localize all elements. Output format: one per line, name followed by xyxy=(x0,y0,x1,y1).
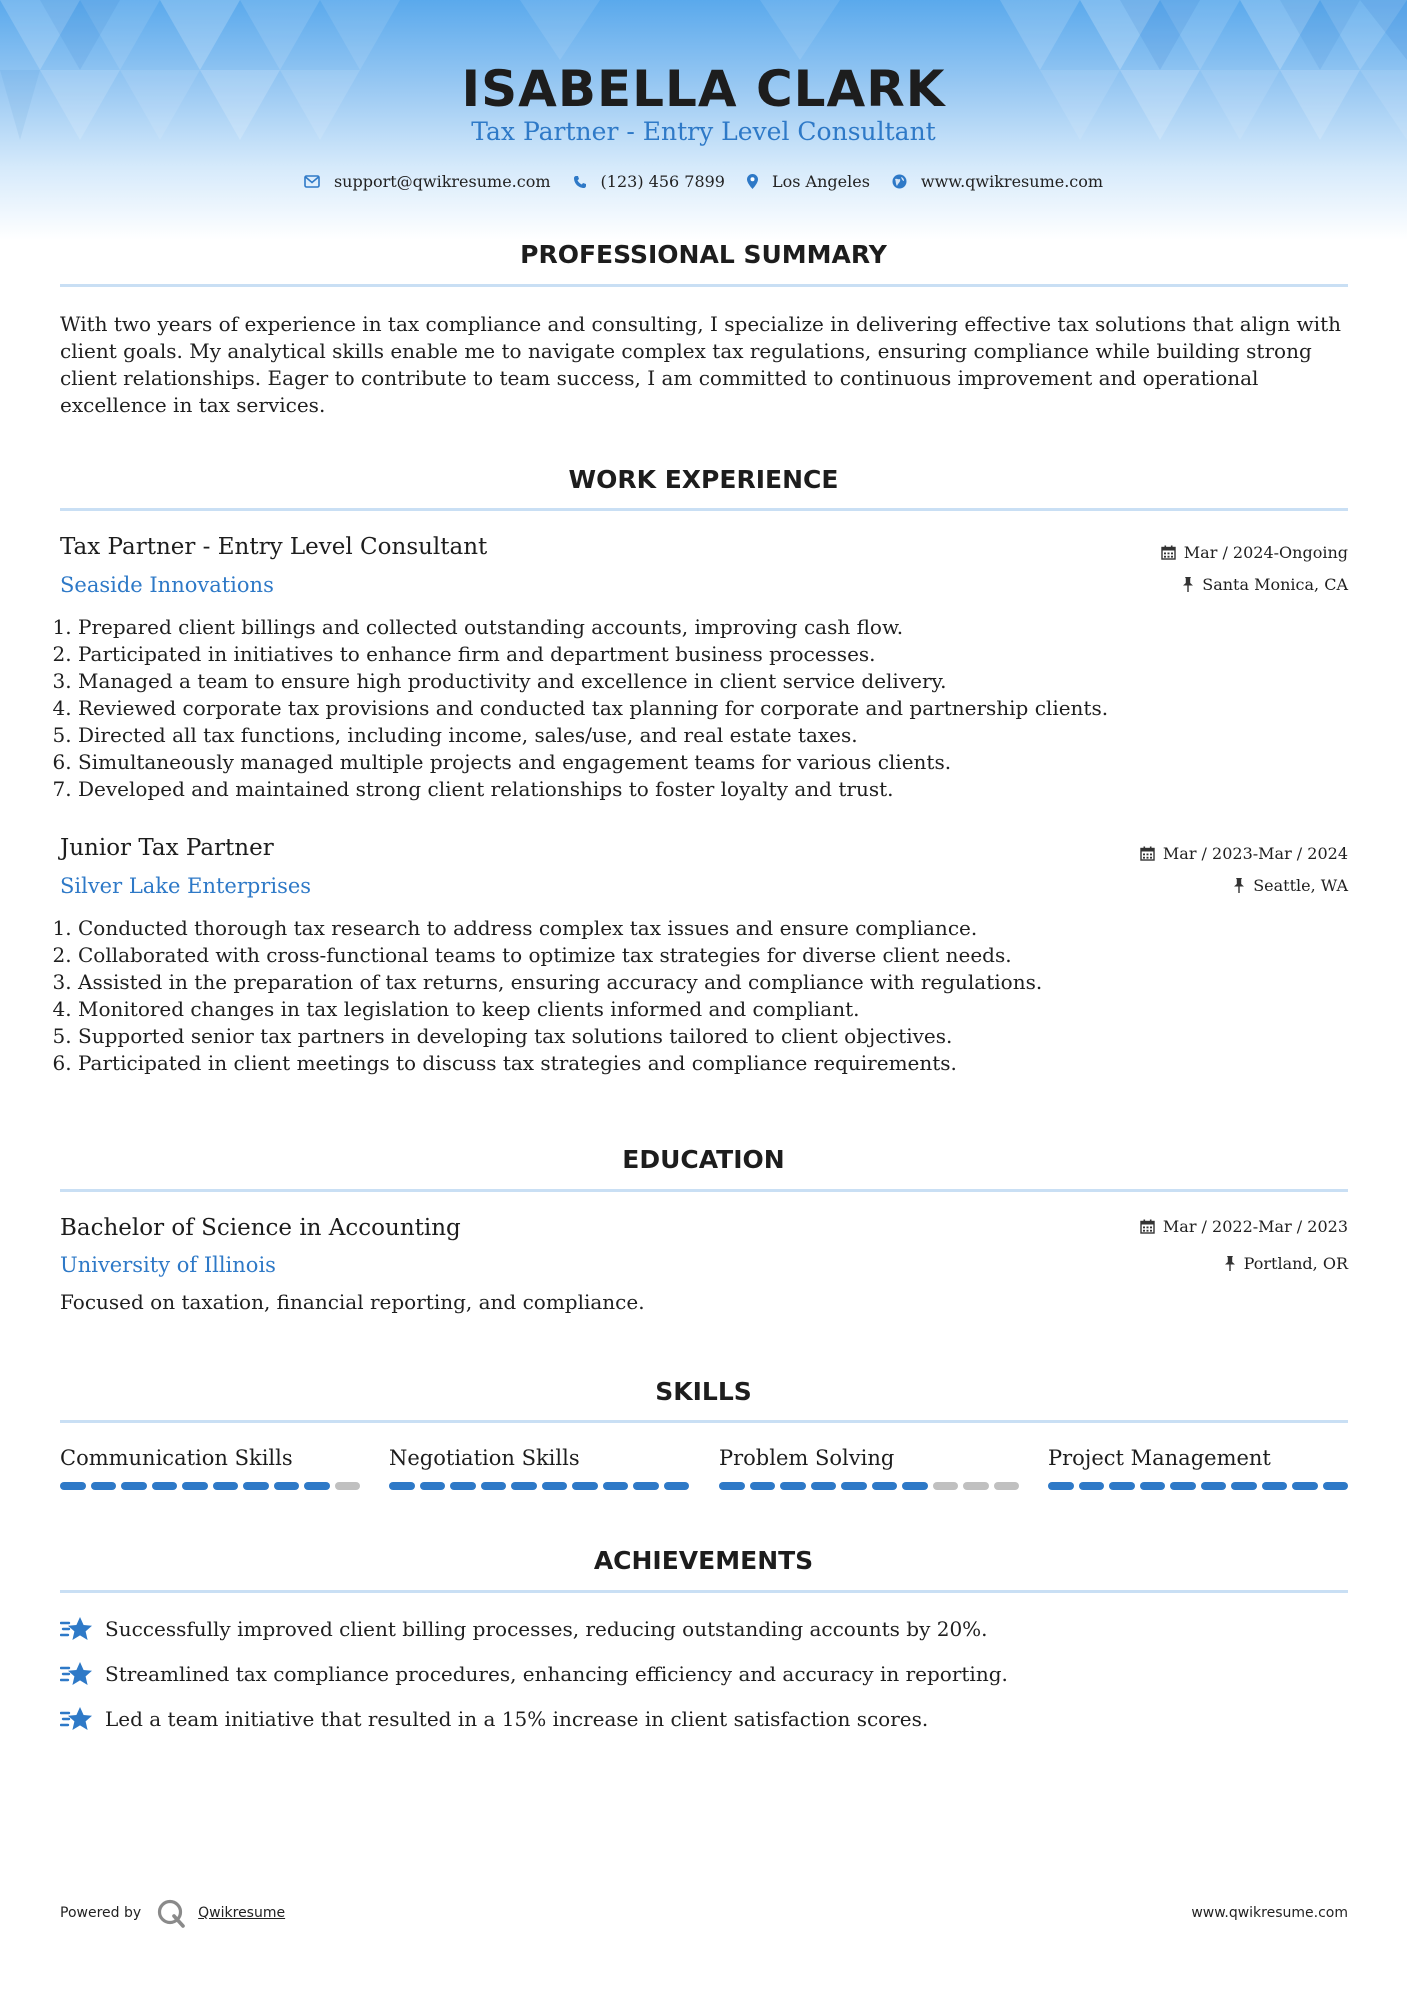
summary-text: With two years of experience in tax compliance and consulting, I specialize in delivering effective tax solutions that align with client goals. My analytical skills enable me to navigate complex tax regulations, ensuring compliance while building strong client relationships. Eager to contribute to team success, I am committed to continuous improvement and operational excellence in tax services. xyxy=(60,312,1341,417)
education-dates-text: Mar / 2022-Mar / 2023 xyxy=(1162,1217,1348,1236)
contact-location-text: Los Angeles xyxy=(771,172,870,191)
achievements-heading: ACHIEVEMENTS xyxy=(593,1546,814,1575)
skill-level-bar xyxy=(719,1482,1019,1490)
job-responsibilities xyxy=(60,614,1368,803)
achievement-text: Led a team initiative that resulted in a 15% increase in client satisfaction scores. xyxy=(105,1707,929,1731)
skill-item xyxy=(1048,1446,1348,1490)
achievements-divider xyxy=(60,1590,1348,1593)
map-pin-icon xyxy=(747,174,758,189)
phone-icon xyxy=(573,175,587,189)
skill-item xyxy=(389,1446,689,1490)
list-item: 4. Monitored changes in tax legislation to keep clients informed and compliant. xyxy=(78,996,1368,1023)
contact-location xyxy=(747,172,870,191)
job-company: Silver Lake Enterprises xyxy=(60,874,312,898)
job-dates-text: Mar / 2023-Mar / 2024 xyxy=(1162,844,1348,863)
skill-label: Project Management xyxy=(1048,1446,1271,1470)
skill-label: Negotiation Skills xyxy=(389,1446,580,1470)
skill-level-segment xyxy=(841,1482,867,1490)
education-location xyxy=(1224,1254,1348,1273)
skill-level-segment xyxy=(572,1482,598,1490)
contact-website-text: www.qwikresume.com xyxy=(920,172,1104,191)
skill-level-segment xyxy=(1262,1482,1288,1490)
skill-level-segment xyxy=(780,1482,806,1490)
list-item: 2. Collaborated with cross-functional teams to optimize tax strategies for diverse client needs. xyxy=(78,942,1368,969)
skill-level-segment xyxy=(603,1482,629,1490)
pushpin-icon xyxy=(1182,577,1194,592)
list-item: 5. Directed all tax functions, including income, sales/use, and real estate taxes. xyxy=(78,722,1368,749)
summary-divider xyxy=(60,284,1348,287)
skill-level-segment xyxy=(304,1482,330,1490)
education-description: Focused on taxation, financial reporting, and compliance. xyxy=(60,1290,645,1314)
pushpin-icon xyxy=(1224,1256,1236,1271)
skill-level-segment xyxy=(1201,1482,1227,1490)
skill-level-segment xyxy=(1231,1482,1257,1490)
experience-heading: WORK EXPERIENCE xyxy=(568,465,839,494)
skill-level-segment xyxy=(511,1482,537,1490)
contact-phone-text: (123) 456 7899 xyxy=(600,172,725,191)
list-item: 1. Conducted thorough tax research to address complex tax issues and ensure compliance. xyxy=(78,915,1368,942)
skill-level-segment xyxy=(1170,1482,1196,1490)
achievement-item xyxy=(60,1705,928,1733)
list-item: 2. Participated in initiatives to enhance firm and department business processes. xyxy=(78,641,1368,668)
job-location xyxy=(1233,876,1348,895)
skill-level-segment xyxy=(902,1482,928,1490)
skill-level-bar xyxy=(389,1482,689,1490)
list-item: 7. Developed and maintained strong client relationships to foster loyalty and trust. xyxy=(78,776,1368,803)
skill-level-segment xyxy=(750,1482,776,1490)
contact-phone[interactable] xyxy=(573,172,725,191)
job-dates xyxy=(1140,844,1348,863)
star-icon xyxy=(60,1705,93,1733)
job-dates-text: Mar / 2024-Ongoing xyxy=(1183,543,1348,562)
skill-level-segment xyxy=(933,1482,959,1490)
degree-title: Bachelor of Science in Accounting xyxy=(60,1215,461,1241)
list-item: 6. Simultaneously managed multiple projects and engagement teams for various clients. xyxy=(78,749,1368,776)
job-responsibilities xyxy=(60,915,1368,1077)
education-location-text: Portland, OR xyxy=(1243,1254,1348,1273)
skill-level-segment xyxy=(1323,1482,1349,1490)
star-icon xyxy=(60,1615,93,1643)
skill-level-segment xyxy=(542,1482,568,1490)
achievement-item xyxy=(60,1615,988,1643)
school-name: University of Illinois xyxy=(60,1253,276,1277)
skill-label: Problem Solving xyxy=(719,1446,895,1470)
skill-level-segment xyxy=(91,1482,117,1490)
skill-level-segment xyxy=(1140,1482,1166,1490)
skill-item xyxy=(60,1446,360,1490)
list-item: 1. Prepared client billings and collected outstanding accounts, improving cash flow. xyxy=(78,614,1368,641)
candidate-title: Tax Partner - Entry Level Consultant xyxy=(471,117,936,146)
skill-level-bar xyxy=(60,1482,360,1490)
list-item: 4. Reviewed corporate tax provisions and conducted tax planning for corporate and partnership clients. xyxy=(78,695,1368,722)
qwikresume-link[interactable]: Qwikresume xyxy=(198,1905,286,1921)
footer-powered-by xyxy=(60,1898,285,1928)
skill-level-segment xyxy=(182,1482,208,1490)
summary-heading: PROFESSIONAL SUMMARY xyxy=(520,240,887,269)
skill-level-segment xyxy=(872,1482,898,1490)
skill-level-segment xyxy=(121,1482,147,1490)
skill-level-segment xyxy=(719,1482,745,1490)
star-icon xyxy=(60,1660,93,1688)
achievement-text: Streamlined tax compliance procedures, enhancing efficiency and accuracy in reporting. xyxy=(105,1662,1008,1686)
skill-level-segment xyxy=(481,1482,507,1490)
skill-label: Communication Skills xyxy=(60,1446,293,1470)
skills-heading: SKILLS xyxy=(655,1377,752,1406)
skill-level-segment xyxy=(664,1482,690,1490)
list-item: 6. Participated in client meetings to discuss tax strategies and compliance requirements. xyxy=(78,1050,1368,1077)
pushpin-icon xyxy=(1233,878,1245,893)
contact-email-text: support@qwikresume.com xyxy=(333,172,551,191)
achievement-text: Successfully improved client billing processes, reducing outstanding accounts by 20%. xyxy=(105,1617,988,1641)
calendar-icon xyxy=(1140,1219,1155,1234)
skill-level-segment xyxy=(335,1482,361,1490)
list-item: 3. Assisted in the preparation of tax returns, ensuring accuracy and compliance with regulations. xyxy=(78,969,1368,996)
skill-level-segment xyxy=(994,1482,1020,1490)
candidate-name: ISABELLA CLARK xyxy=(461,60,946,118)
globe-icon xyxy=(892,174,907,189)
qwikresume-logo-icon xyxy=(156,1898,186,1928)
skill-level-segment xyxy=(1292,1482,1318,1490)
education-dates xyxy=(1140,1217,1348,1236)
skills-divider xyxy=(60,1420,1348,1423)
skill-level-segment xyxy=(1048,1482,1074,1490)
job-title: Junior Tax Partner xyxy=(60,835,274,861)
skill-level-segment xyxy=(633,1482,659,1490)
job-company: Seaside Innovations xyxy=(60,573,274,597)
contact-bar xyxy=(0,172,1407,191)
skill-level-segment xyxy=(1109,1482,1135,1490)
skill-level-segment xyxy=(60,1482,86,1490)
job-location-text: Seattle, WA xyxy=(1253,876,1348,895)
calendar-icon xyxy=(1140,846,1155,861)
job-title: Tax Partner - Entry Level Consultant xyxy=(60,534,488,560)
education-heading: EDUCATION xyxy=(622,1145,785,1174)
list-item: 5. Supported senior tax partners in developing tax solutions tailored to client objectives. xyxy=(78,1023,1368,1050)
contact-email[interactable] xyxy=(304,172,551,191)
skill-level-segment xyxy=(389,1482,415,1490)
skill-level-segment xyxy=(811,1482,837,1490)
footer-website[interactable]: www.qwikresume.com xyxy=(1191,1905,1348,1921)
job-location-text: Santa Monica, CA xyxy=(1202,575,1348,594)
envelope-icon xyxy=(304,175,320,188)
achievement-item xyxy=(60,1660,1008,1688)
skill-level-segment xyxy=(243,1482,269,1490)
list-item: 3. Managed a team to ensure high productivity and excellence in client service delivery. xyxy=(78,668,1368,695)
education-divider xyxy=(60,1189,1348,1192)
contact-website[interactable] xyxy=(892,172,1103,191)
skill-level-segment xyxy=(963,1482,989,1490)
skill-level-segment xyxy=(450,1482,476,1490)
skill-level-segment xyxy=(213,1482,239,1490)
skill-level-segment xyxy=(274,1482,300,1490)
skill-item xyxy=(719,1446,1019,1490)
skill-level-segment xyxy=(420,1482,446,1490)
calendar-icon xyxy=(1161,545,1176,560)
experience-divider xyxy=(60,508,1348,511)
job-dates xyxy=(1161,543,1348,562)
skill-level-bar xyxy=(1048,1482,1348,1490)
skill-level-segment xyxy=(1079,1482,1105,1490)
powered-by-label: Powered by xyxy=(60,1905,142,1921)
skill-level-segment xyxy=(152,1482,178,1490)
job-location xyxy=(1182,575,1348,594)
